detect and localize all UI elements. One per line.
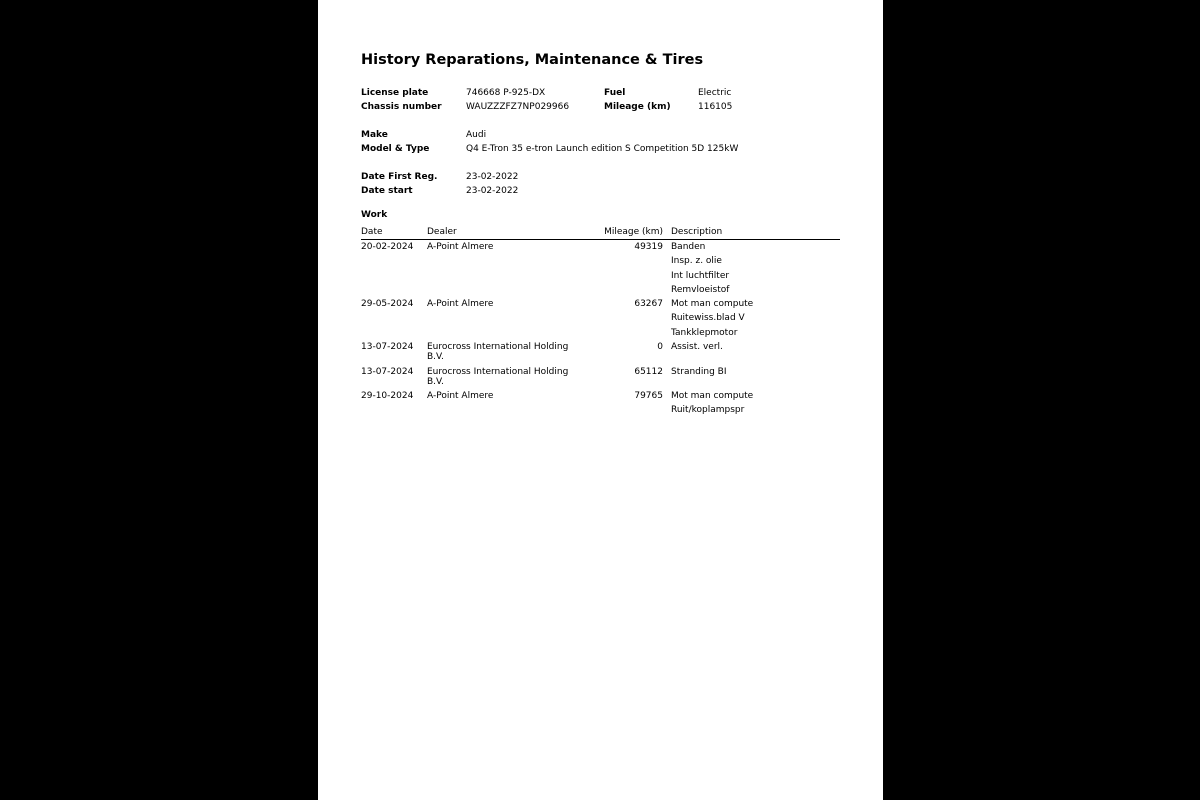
row-mileage: 65112 (634, 366, 663, 377)
row-description: Int luchtfilter (671, 270, 730, 281)
date-start-value: 23-02-2022 (466, 186, 519, 196)
row-descriptions (671, 391, 753, 420)
chassis-label: Chassis number (361, 102, 442, 112)
row-date: 29-05-2024 (361, 299, 414, 310)
chassis-value: WAUZZZFZ7NP029966 (466, 102, 570, 112)
date-start-label: Date start (361, 186, 413, 196)
license-plate-label: License plate (361, 88, 429, 98)
document-page (318, 0, 883, 800)
row-description: Ruitewiss.blad V (671, 313, 745, 324)
fuel-value: Electric (698, 88, 732, 98)
row-descriptions (671, 242, 729, 299)
make-value: Audi (466, 130, 487, 140)
row-dealer: A-Point Almere (427, 242, 494, 252)
row-date: 29-10-2024 (361, 391, 414, 402)
row-mileage: 0 (657, 342, 663, 353)
table-row (361, 299, 840, 342)
row-description: Remvloeistof (671, 284, 730, 295)
row-description: Mot man compute (671, 391, 754, 402)
document-title: History Reparations, Maintenance & Tires (361, 52, 704, 68)
make-label: Make (361, 130, 388, 140)
row-descriptions (671, 342, 723, 356)
row-descriptions (671, 367, 726, 381)
work-table (361, 227, 840, 420)
row-date: 13-07-2024 (361, 342, 414, 353)
row-description: Ruit/koplampspr (671, 405, 745, 416)
work-table-body (361, 242, 840, 420)
row-descriptions (671, 299, 753, 342)
table-row (361, 391, 840, 420)
row-dealer: A-Point Almere (427, 391, 494, 402)
table-row (361, 242, 840, 299)
first-reg-label: Date First Reg. (361, 172, 438, 182)
row-description: Mot man compute (671, 299, 754, 310)
row-description: Assist. verl. (671, 342, 723, 353)
row-mileage: 49319 (634, 242, 663, 252)
row-dealer: Eurocross International Holding B.V. (427, 366, 569, 387)
table-row (361, 367, 840, 392)
work-section-title: Work (361, 210, 388, 220)
row-dealer: Eurocross International Holding B.V. (427, 342, 569, 363)
row-description: Banden (671, 242, 706, 252)
row-dealer: A-Point Almere (427, 299, 494, 310)
row-mileage: 63267 (634, 299, 663, 310)
header-mileage: Mileage (km) (604, 227, 663, 237)
fuel-label: Fuel (604, 88, 626, 98)
row-date: 20-02-2024 (361, 242, 414, 252)
work-table-header (361, 227, 840, 240)
model-value: Q4 E-Tron 35 e-tron Launch edition S Competition 5D 125kW (466, 144, 739, 154)
mileage-label: Mileage (km) (604, 102, 671, 112)
license-plate-value: 746668 P-925-DX (466, 88, 546, 98)
row-description: Stranding BI (671, 366, 727, 377)
table-row (361, 342, 840, 367)
row-date: 13-07-2024 (361, 366, 414, 377)
header-dealer: Dealer (427, 227, 457, 237)
mileage-value: 116105 (698, 102, 733, 112)
header-date: Date (361, 227, 383, 237)
model-label: Model & Type (361, 144, 430, 154)
header-description: Description (671, 227, 723, 237)
row-description: Tankklepmotor (671, 327, 738, 338)
first-reg-value: 23-02-2022 (466, 172, 519, 182)
row-mileage: 79765 (634, 391, 663, 402)
row-description: Insp. z. olie (671, 256, 722, 267)
